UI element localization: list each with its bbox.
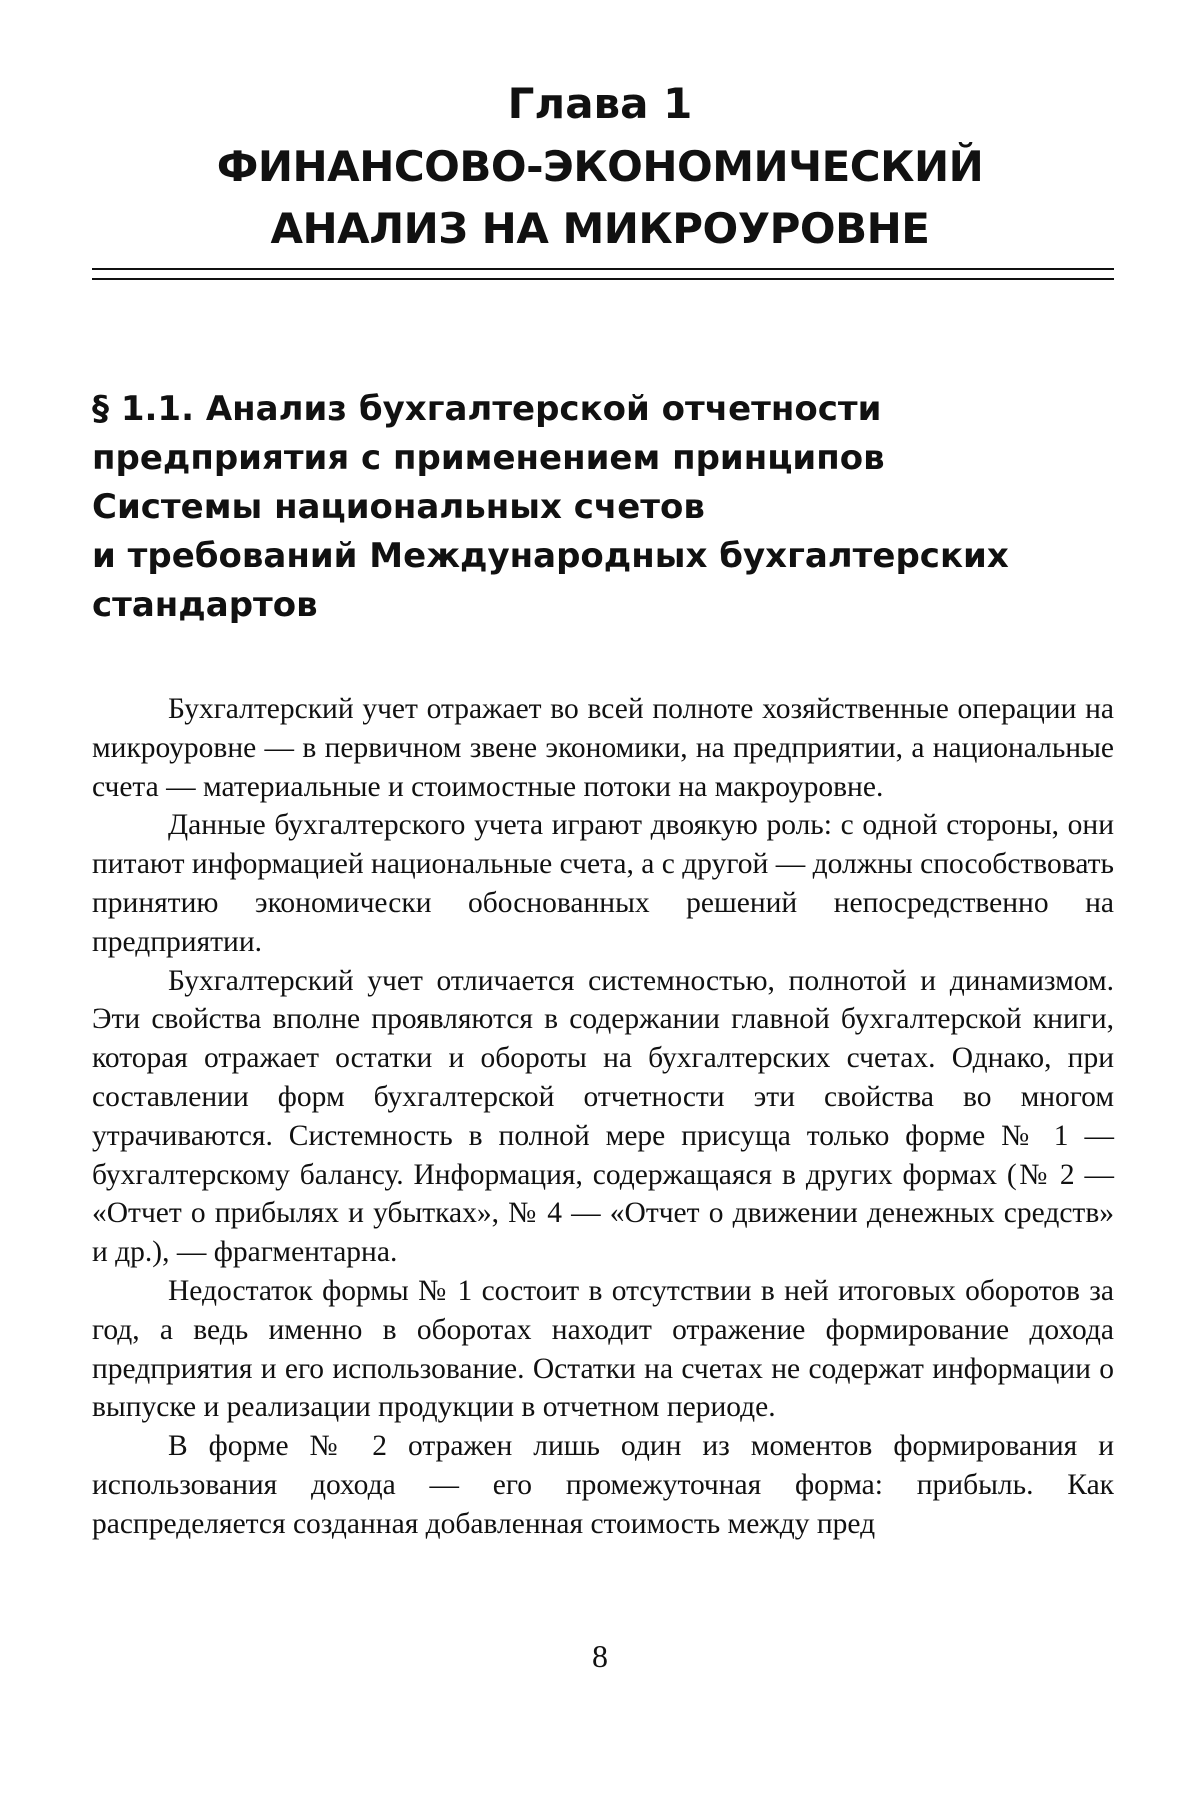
chapter-title-line-1: ФИНАНСОВО-ЭКОНОМИЧЕСКИЙ: [216, 142, 984, 191]
section-title-line-3: Системы национальных счетов: [92, 487, 705, 527]
section-title-line-1: § 1.1. Анализ бухгалтерской отчетности: [92, 389, 882, 429]
page-number: 8: [592, 1638, 608, 1674]
section-title-line-4: и требований Международных бухгалтерских: [92, 536, 1009, 576]
section-title-line-5: стандартов: [92, 585, 318, 625]
header-rule-top: [92, 268, 1114, 270]
section-title: [92, 385, 1122, 630]
paragraph-5: В форме № 2 отражен лишь один из моментов формирования и использования дохода — его промежуточная форма: прибыль. Как распределяется созданная добавленная стоимость между пред: [92, 1430, 1114, 1540]
body-text: [92, 690, 1114, 1544]
paragraph-2: Данные бухгалтерского учета играют двоякую роль: с одной стороны, они питают информацией национальные счета, а с другой — должны способствовать принятию экономически обоснованных решений непосредственно на предприятии.: [92, 809, 1114, 958]
paragraph-4: Недостаток формы № 1 состоит в отсутствии в ней итоговых оборотов за год, а ведь именно в оборотах находит отражение формирование дохода предприятия и его использование. Остатки на счетах не содержат информации о выпуске и реализации продукции в отчетном периоде.: [92, 1274, 1114, 1424]
chapter-title: [0, 136, 1200, 260]
chapter-title-line-2: АНАЛИЗ НА МИКРОУРОВНЕ: [270, 204, 930, 253]
section-title-line-2: предприятия с применением принципов: [92, 438, 885, 478]
chapter-label: Глава 1: [507, 79, 693, 128]
header-rule-bottom: [92, 278, 1114, 280]
paragraph-1: Бухгалтерский учет отражает во всей полноте хозяйственные операции на микроуровне — в первичном звене экономики, на предприятии, а национальные счета — материальные и стоимостные потоки на макроуровне.: [92, 693, 1114, 803]
paragraph-3: Бухгалтерский учет отличается системностью, полнотой и динамизмом. Эти свойства вполне проявляются в содержании главной бухгалтерской книги, которая отражает остатки и обороты на бухгалтерских счетах. Однако, при составлении форм бухгалтерской отчетности эти свойства во многом утрачиваются. Системность в полной мере присуща только форме № 1 — бухгалтерскому балансу. Информация, содержащаяся в других формах (№ 2 — «Отчет о прибылях и убытках», № 4 — «Отчет о движении денежных средств» и др.), — фрагментарна.: [92, 964, 1114, 1269]
